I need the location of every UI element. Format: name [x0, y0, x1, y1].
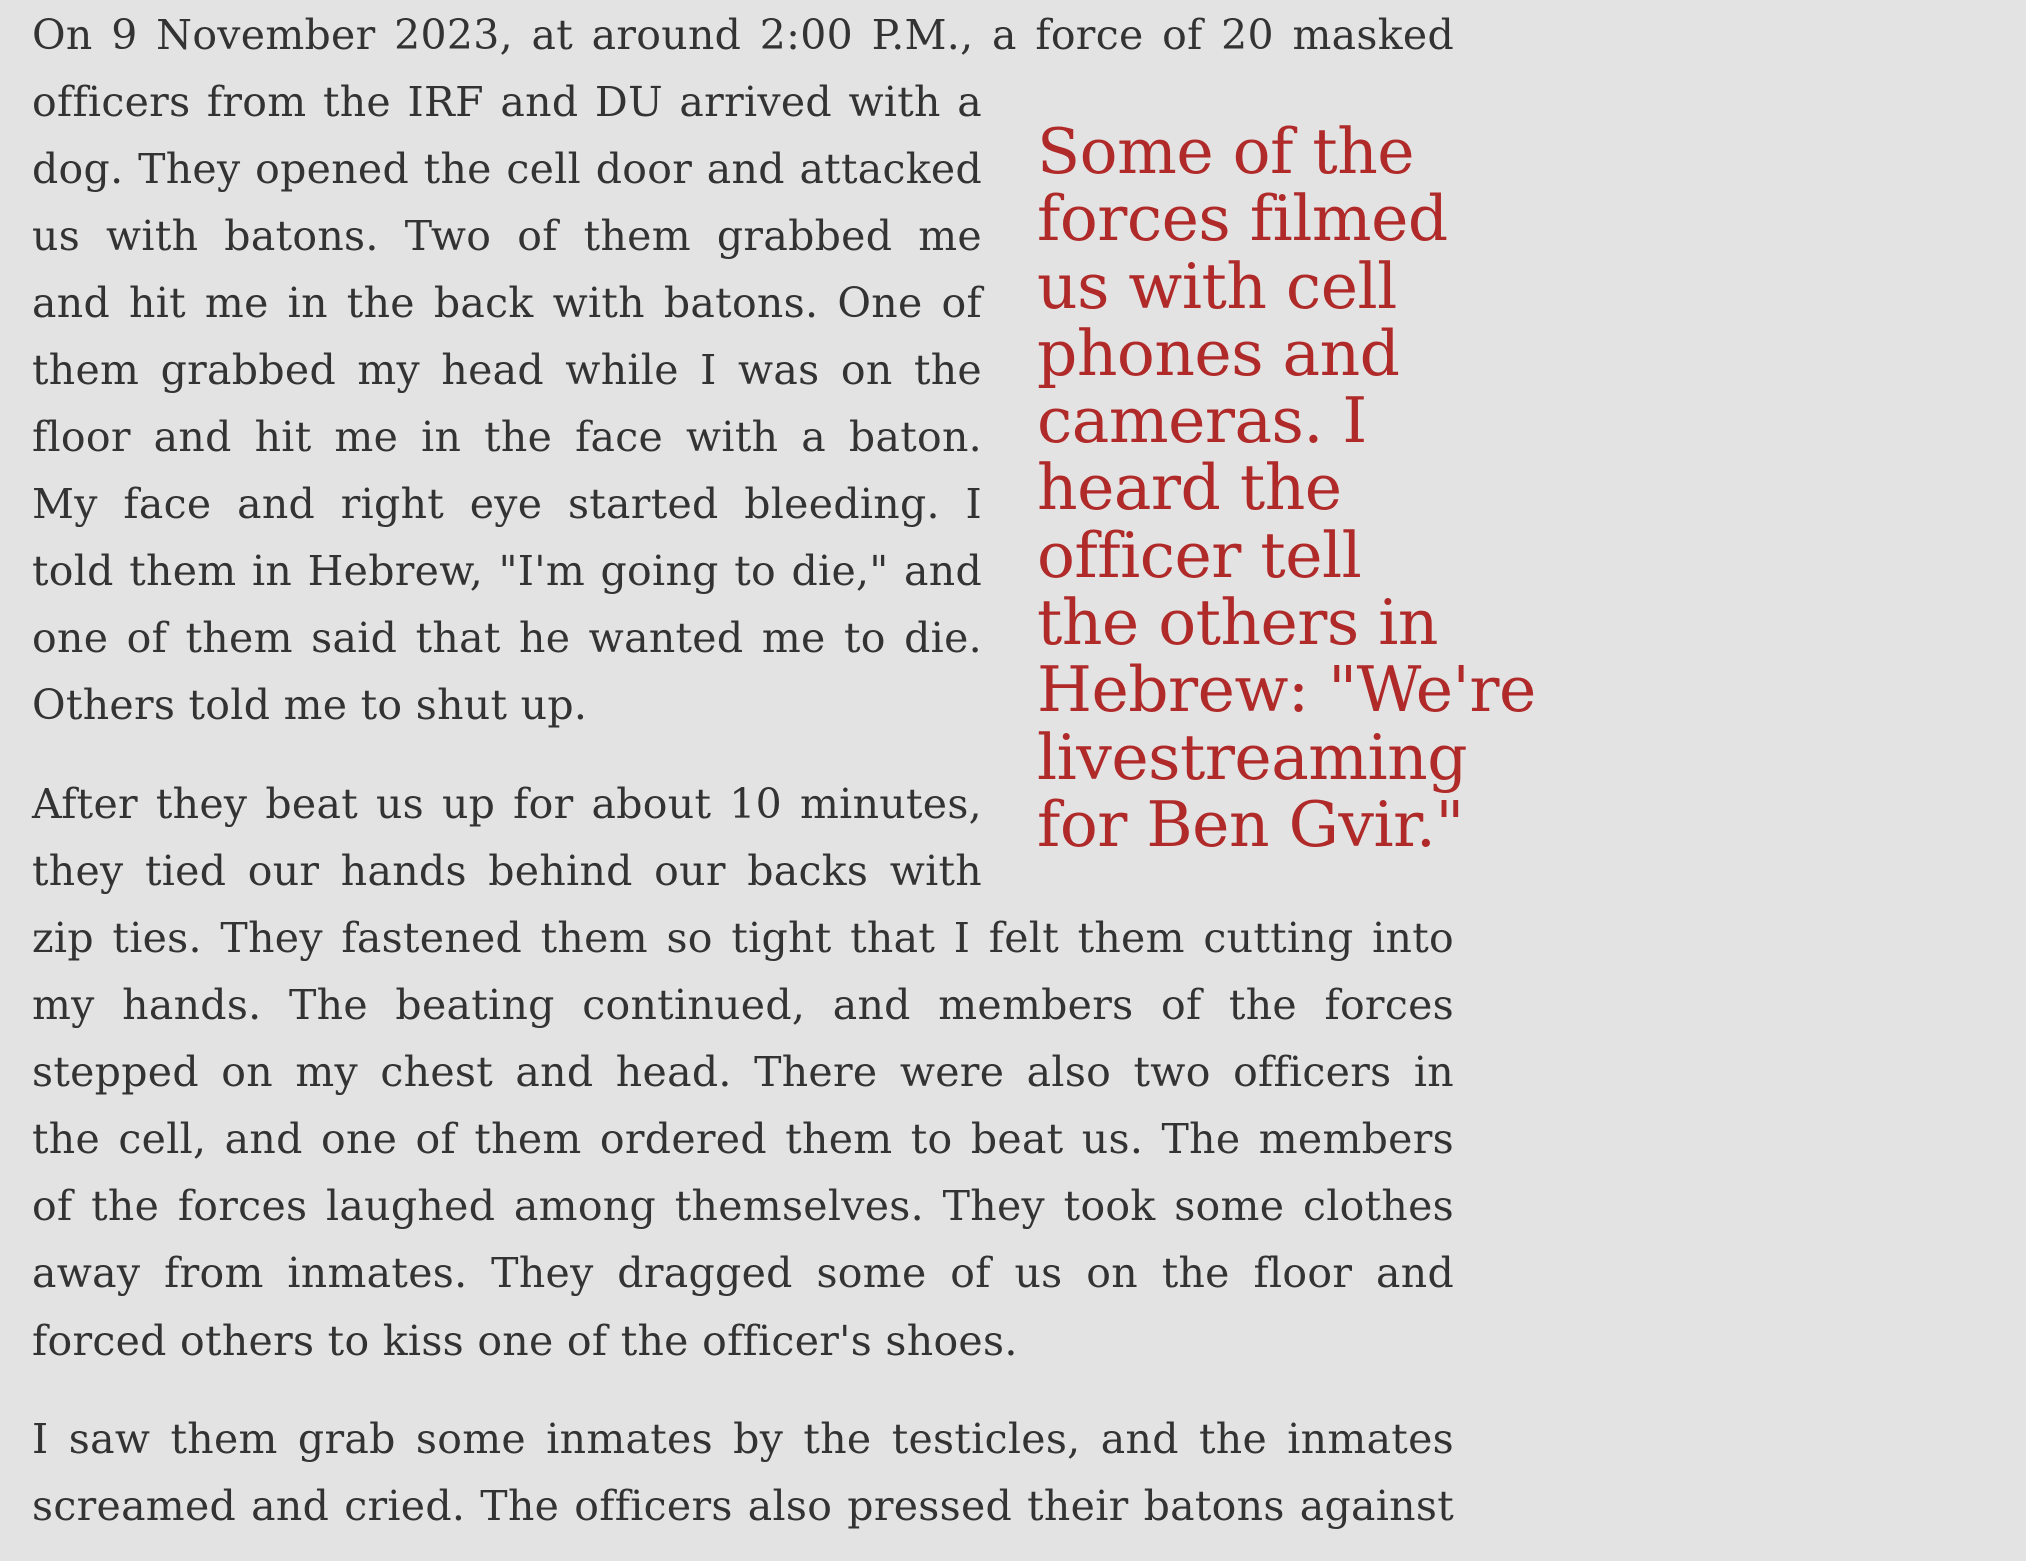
text-line: screamed and cried. The officers also pressed their batons against: [32, 1482, 1454, 1530]
text-line: my hands. The beating continued, and members of the forces: [32, 981, 1454, 1029]
text-line: away from inmates. They dragged some of us on the floor and: [32, 1249, 1454, 1297]
text-line: After they beat us up for about 10 minutes,: [32, 780, 982, 828]
text-line: told them in Hebrew, "I'm going to die," and: [32, 547, 982, 595]
pull-quote-line: phones and: [1037, 316, 1400, 390]
text-line: officers from the IRF and DU arrived with a: [32, 78, 982, 126]
text-line: one of them said that he wanted me to die.: [32, 614, 982, 662]
pull-quote-line: forces filmed: [1037, 182, 1448, 256]
pull-quote-line: cameras. I: [1037, 384, 1367, 458]
text-line: and hit me in the back with batons. One of: [32, 279, 982, 327]
text-line: they tied our hands behind our backs with: [32, 847, 982, 895]
text-line: forced others to kiss one of the officer's shoes.: [32, 1317, 1018, 1365]
pull-quote-line: heard the: [1037, 451, 1342, 525]
text-line: I saw them grab some inmates by the testicles, and the inmates: [32, 1415, 1454, 1463]
text-line: the cell, and one of them ordered them to beat us. The members: [32, 1115, 1454, 1163]
pull-quote-line: Some of the: [1037, 115, 1415, 188]
text-line: us with batons. Two of them grabbed me: [32, 212, 982, 260]
text-line: dog. They opened the cell door and attacked: [32, 145, 982, 193]
pull-quote-line: livestreaming: [1037, 720, 1468, 794]
pull-quote-line: officer tell: [1037, 518, 1362, 592]
pull-quote-line: for Ben Gvir.": [1037, 787, 1464, 861]
text-line: On 9 November 2023, at around 2:00 P.M., a force of 20 masked: [32, 11, 1454, 59]
pull-quote-line: the others in: [1037, 586, 1439, 660]
text-line: My face and right eye started bleeding. I: [32, 480, 982, 528]
text-line: zip ties. They fastened them so tight that I felt them cutting into: [32, 914, 1454, 962]
text-line: them grabbed my head while I was on the: [32, 346, 982, 394]
pull-quote-line: Hebrew: "We're: [1037, 653, 1536, 727]
text-line: Others told me to shut up.: [32, 681, 588, 729]
pull-quote: [1037, 115, 1597, 861]
text-line: floor and hit me in the face with a baton.: [32, 413, 982, 461]
pull-quote-line: us with cell: [1037, 249, 1397, 323]
text-line: stepped on my chest and head. There were also two officers in: [32, 1048, 1454, 1096]
text-line: of the forces laughed among themselves. They took some clothes: [32, 1182, 1454, 1230]
